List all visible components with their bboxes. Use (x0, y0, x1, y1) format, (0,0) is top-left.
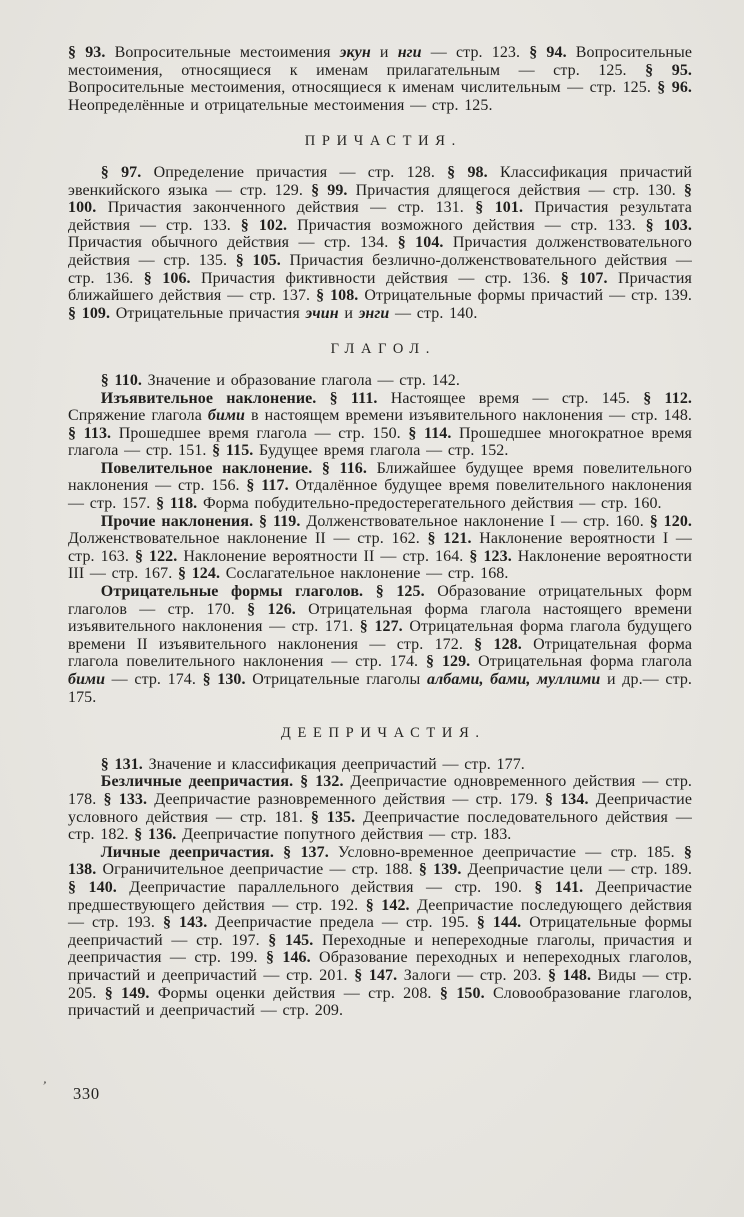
section-deeprichastiya (68, 725, 692, 1020)
paragraph-sign-run: § 143. (162, 914, 208, 932)
table-of-contents (68, 44, 692, 1020)
text-run: Причастия возможного действия — стр. 133. (287, 216, 646, 234)
text-run: Вопросительные местоимения (105, 44, 340, 61)
text-run: Причастия законченного действия — стр. 131. (96, 199, 476, 217)
text-run: — стр. 123. (421, 44, 530, 61)
paragraph-sign-run: § 112. (643, 389, 692, 407)
text-run: Деепричастие предела — стр. 195. (207, 914, 477, 932)
text-run: — стр. 140. (389, 304, 478, 322)
paragraph-sign-run: § 99. (311, 181, 348, 199)
text-run: Форма побудительно-предостерегательного действия — стр. 160. (197, 495, 662, 513)
toc-paragraph (68, 164, 692, 322)
paragraph-sign-run: § 107. (560, 269, 608, 287)
paragraph-sign-run: § 115. (212, 442, 254, 460)
text-run: Наклонение вероятности II — стр. 164. (177, 547, 470, 565)
text-run: Настоящее время — стр. 145. (377, 389, 644, 407)
paragraph-sign-run: § 136. (134, 826, 177, 844)
text-run: Деепричастие предшествующего действия — стр. 192. (68, 878, 692, 914)
paragraph-sign-run: § 106. (143, 269, 191, 287)
text-run: Переходные и непереходные глаголы, причастия и деепричастия — стр. 199. (68, 931, 693, 967)
paragraph-sign-run: § 96. (657, 79, 693, 97)
text-run: Причастия обычного действия — стр. 134. (68, 234, 398, 252)
text-run: Образование переходных и непереходных глаголов, причастий и деепричастий — стр. 201. (68, 949, 692, 984)
text-run: Деепричастие одновременного действия — стр. 178. (68, 773, 692, 808)
section-heading-deeprichastiya: ДЕЕПРИЧАСТИЯ. (280, 725, 486, 742)
text-run: — стр. 174. (105, 671, 203, 688)
paragraph-sign-run: § 97. (100, 163, 142, 181)
text-run: Деепричастие последующего действия — стр. 193. (68, 896, 692, 932)
text-run: Отрицательная форма глагола будущего времени II изъявительного наклонения — стр. 172. (68, 618, 692, 653)
evenki-term: бими (68, 671, 106, 688)
paragraph-sign-run: § 95. (645, 61, 693, 79)
text-run: Долженствовательное наклонение II — стр. 162. (68, 530, 428, 548)
text-run: Наклонение вероятности III — стр. 167. (68, 547, 692, 583)
text-run: Определение причастия — стр. 128. (141, 163, 448, 181)
evenki-term: энги (358, 304, 390, 322)
paragraph-sign-run: § 103. (645, 216, 692, 234)
text-run: Образование отрицательных форм глаголов — стр. 170. (68, 583, 692, 618)
paragraph-sign-run: § 145. (268, 931, 314, 949)
print-artifact-mark: ’ (40, 1077, 48, 1094)
text-run: Спряжение глагола (68, 407, 208, 425)
text-run: Причастия долженствовательного действия — стр. 135. (68, 234, 692, 269)
paragraph-sign-run: § 121. (427, 530, 472, 548)
text-run: Отрицательные формы деепричастий — стр. 197. (68, 914, 692, 949)
text-run: Формы оценки действия — стр. 208. (149, 984, 440, 1002)
paragraph-sign-run: § 133. (103, 790, 148, 808)
text-run: Вопросительные местоимения, относящиеся к именам числительным — стр. 125. (68, 79, 658, 97)
text-run: Сослагательное наклонение — стр. 168. (220, 565, 509, 583)
paragraph-sign-run: § 117. (246, 477, 289, 495)
text-run: в настоящем времени изъявительного наклонения — стр. 148. (244, 407, 692, 425)
text-run: Классификация причастий эвенкийского языка — стр. 129. (68, 163, 692, 199)
section-pronouns-continuation (68, 44, 692, 114)
paragraph-sign-run: § 94. (529, 44, 567, 61)
paragraph-sign-run: § 114. (408, 424, 452, 442)
toc-paragraph (68, 44, 692, 114)
text-run: Залоги — стр. 203. (397, 966, 549, 984)
section-heading-glagol: ГЛАГОЛ. (330, 341, 437, 358)
paragraph-sign-run: Безличные деепричастия. § 132. (100, 773, 344, 791)
paragraph-sign-run: § 123. (469, 547, 512, 565)
text-run: Виды — стр. 205. (68, 966, 692, 1002)
toc-paragraph (68, 513, 692, 583)
paragraph-sign-run: § 134. (544, 790, 589, 808)
paragraph-sign-run: § 148. (548, 966, 592, 984)
text-run: Отрицательные глаголы (245, 671, 427, 688)
text-run: Причастия ближайшего действия — стр. 137. (68, 269, 692, 305)
evenki-term: эчин (305, 304, 339, 322)
paragraph-sign-run: § 144. (476, 914, 522, 932)
text-run: и др.— стр. 175. (68, 671, 692, 706)
paragraph-sign-run: Личные деепричастия. § 137. (100, 843, 329, 861)
section-prichastiya (68, 133, 692, 322)
paragraph-sign-run: § 124. (177, 565, 221, 583)
text-run: и (370, 44, 398, 61)
text-run: Отрицательная форма глагола повелительного наклонения — стр. 174. (68, 635, 692, 671)
text-run: Отрицательная форма глагола настоящего времени изъявительного наклонения — стр. 171. (68, 600, 692, 636)
text-run: Деепричастие цели — стр. 189. (461, 861, 692, 879)
paragraph-sign-run: § 147. (354, 966, 398, 984)
paragraph-sign-run: § 146. (265, 949, 311, 967)
text-run: Словообразование глаголов, причастий и деепричастий — стр. 209. (68, 984, 692, 1020)
paragraph-sign-run: § 105. (235, 251, 281, 269)
text-run: и (338, 304, 359, 322)
paragraph-sign-run: Прочие наклонения. § 119. (100, 512, 301, 530)
paragraph-sign-run: § 127. (359, 618, 403, 636)
paragraph-sign-run: § 98. (447, 163, 488, 181)
evenki-term: экун (339, 44, 371, 61)
text-run: Вопросительные местоимения, относящиеся к именам прилагательным — стр. 125. (68, 44, 692, 79)
section-glagol (68, 341, 692, 706)
paragraph-sign-run: § 129. (425, 653, 471, 671)
paragraph-sign-run: § 135. (310, 808, 356, 826)
text-run: Отдалённое будущее время повелительного наклонения — стр. 157. (68, 477, 693, 513)
paragraph-sign-run: § 93. (68, 44, 106, 61)
section-heading-prichastiya: ПРИЧАСТИЯ. (304, 133, 462, 150)
text-run: Наклонение вероятности I — стр. 163. (68, 530, 692, 565)
text-run: Причастия длящегося действия — стр. 130. (347, 181, 684, 199)
text-run: Отрицательные формы причастий — стр. 139. (358, 287, 692, 305)
paragraph-sign-run: § 109. (68, 304, 111, 322)
toc-paragraph (68, 773, 692, 843)
text-run: Отрицательная форма глагола (470, 653, 692, 671)
text-run: Ближайшее будущее время повелительного наклонения — стр. 156. (68, 459, 692, 495)
text-run: Ограничительное деепричастие — стр. 188. (96, 861, 419, 879)
text-run: Значение и образование глагола — стр. 142. (142, 371, 460, 389)
paragraph-sign-run: § 108. (316, 287, 359, 305)
paragraph-sign-run: § 138. (68, 843, 692, 879)
text-run: Неопределённые и отрицательные местоимения — стр. 125. (68, 96, 493, 114)
evenki-term: албами, бами, муллими (426, 671, 601, 688)
text-run: Деепричастие попутного действия — стр. 183. (176, 826, 512, 844)
paragraph-sign-run: § 131. (100, 755, 143, 773)
evenki-term: нги (397, 44, 422, 61)
text-run: Деепричастие параллельного действия — стр. 190. (116, 878, 535, 896)
paragraph-sign-run: § 140. (68, 878, 117, 896)
paragraph-sign-run: § 126. (247, 600, 296, 618)
paragraph-sign-run: § 104. (397, 234, 444, 252)
toc-paragraph (68, 844, 692, 1020)
toc-paragraph (68, 583, 692, 706)
toc-paragraph (68, 460, 692, 513)
paragraph-sign-run: § 101. (475, 199, 524, 217)
text-run: Отрицательные причастия (110, 304, 306, 322)
toc-paragraph (68, 390, 692, 460)
text-run: Причастия безлично-долженствовательного действия — стр. 136. (68, 251, 692, 287)
text-run: Значение и классификация деепричастий — стр. 177. (142, 755, 525, 773)
text-run: Деепричастие разновременного действия — стр. 179. (147, 790, 545, 808)
paragraph-sign-run: Изъявительное наклонение. § 111. (100, 389, 378, 407)
text-run: Прошедшее время глагола — стр. 150. (111, 424, 409, 442)
paragraph-sign-run: § 122. (134, 547, 178, 565)
paragraph-sign-run: § 141. (534, 878, 584, 896)
page-number: 330 (73, 1084, 100, 1103)
text-run: Причастия фиктивности действия — стр. 136. (190, 269, 561, 287)
paragraph-sign-run: § 130. (202, 671, 246, 688)
paragraph-sign-run: § 113. (68, 424, 112, 442)
toc-paragraph (68, 372, 692, 390)
paragraph-sign-run: § 149. (104, 984, 150, 1002)
paragraph-sign-run: § 139. (418, 861, 462, 879)
paragraph-sign-run: § 100. (68, 181, 693, 217)
paragraph-sign-run: § 118. (156, 495, 198, 513)
text-run: Деепричастие последовательного действия — стр. 182. (68, 808, 692, 844)
text-run: Причастия результата действия — стр. 133. (68, 199, 692, 234)
paragraph-sign-run: § 110. (100, 371, 142, 389)
paragraph-sign-run: § 142. (365, 896, 410, 914)
text-run: Условно-временное деепричастие — стр. 185. (328, 843, 684, 861)
toc-paragraph (68, 756, 692, 774)
paragraph-sign-run: § 102. (240, 216, 288, 234)
text-run: Деепричастие условного действия — стр. 181. (68, 790, 693, 826)
text-run: Долженствовательное наклонение I — стр. 160. (300, 512, 650, 530)
text-run: Будущее время глагола — стр. 152. (253, 442, 509, 460)
paragraph-sign-run: Отрицательные формы глаголов. § 125. (100, 583, 425, 601)
paragraph-sign-run: § 120. (649, 512, 692, 530)
text-run: Прошедшее многократное время глагола — стр. 151. (68, 424, 692, 460)
paragraph-sign-run: Повелительное наклонение. § 116. (100, 459, 367, 477)
paragraph-sign-run: § 128. (474, 635, 522, 653)
evenki-term: бими (207, 407, 245, 425)
paragraph-sign-run: § 150. (439, 984, 485, 1002)
